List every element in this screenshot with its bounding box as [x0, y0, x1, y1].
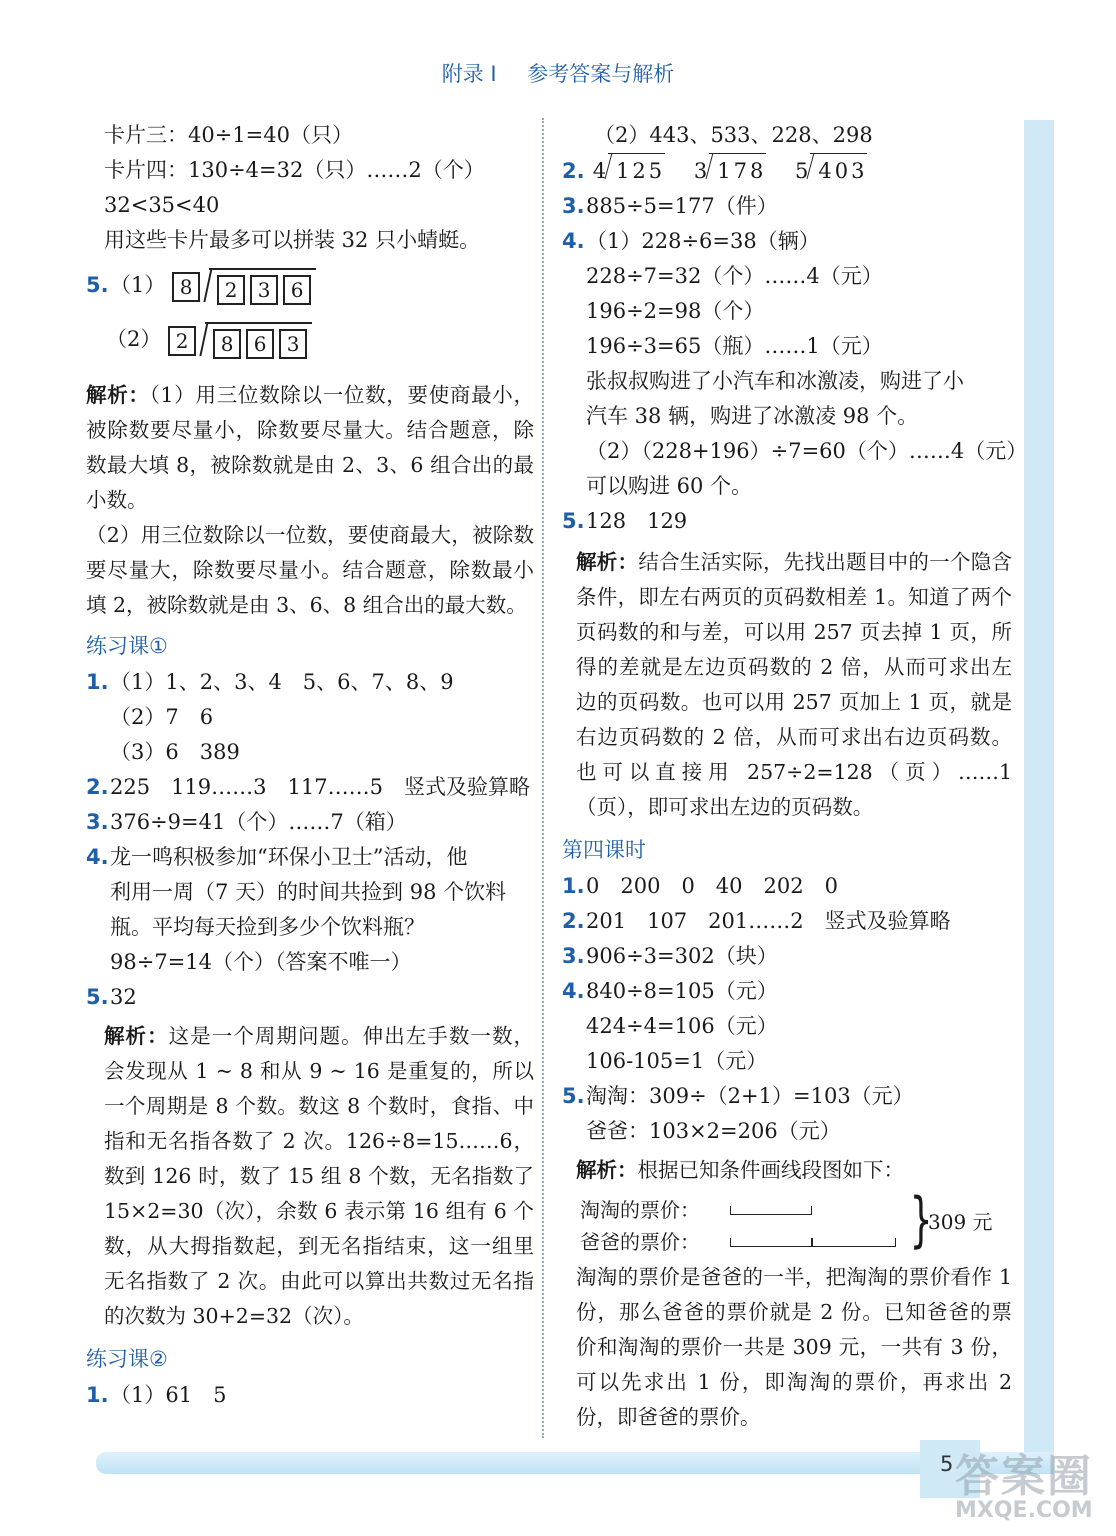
answer-text: 196÷3=65（瓶）……1（元） [586, 334, 883, 358]
answer-text: 32 [110, 985, 137, 1009]
list-item [562, 434, 1028, 469]
list-item [562, 329, 1012, 364]
question-number: 5. [86, 985, 109, 1009]
long-division [694, 153, 766, 189]
list-item [562, 1079, 1012, 1114]
divisor: 5 [795, 159, 809, 183]
analysis-text: （1）用三位数除以一位数，要使商最小，被除数要尽量小，除数要尽量大。结合题意，除数最大填 8，被除数就是由 2、3、6 组合出的最小数。 [86, 383, 535, 512]
q2-long-divisions [562, 153, 1012, 189]
answer-text: 瓶。平均每天捡到多少个饮料瓶？ [110, 915, 425, 939]
segment-diagram [562, 1185, 1012, 1260]
analysis-label: 解析： [86, 383, 150, 407]
answer-text: 张叔叔购进了小汽车和冰激凌，购进了小 [586, 369, 964, 393]
answer-text: 利用一周（7 天）的时间共捡到 98 个饮料 [110, 880, 507, 904]
segment-baba-1 [730, 1238, 812, 1247]
answer-text: 98÷7=14（个）（答案不唯一） [110, 950, 412, 974]
list-item [562, 469, 1012, 504]
practice-list [86, 665, 534, 1015]
question-number: 1. [562, 874, 585, 898]
answer-text: （3）6 389 [110, 740, 240, 764]
answer-text: 840÷8=105（元） [586, 979, 778, 1003]
list-item [86, 910, 534, 945]
analysis-text-block: 淘淘的票价是爸爸的一半，把淘淘的票价看作 1 份，那么爸爸的票价就是 2 份。已知爸爸的票价和淘淘的票价一共是 309 元，一共有 3 份，可以先求出 1 份，即淘淘的票价，再求出 2 份，即爸爸的票价。 [576, 1265, 1012, 1429]
analysis-block: （2）用三位数除以一位数，要使商最大，被除数要尽量大，除数要尽量小。结合题意，除数最小填 2，被除数就是由 3、6、8 组合出的最大数。 [86, 523, 534, 617]
watermark-logo [955, 1440, 1115, 1535]
q5-part1 [86, 262, 534, 308]
answer-text: 龙一鸣积极参加“环保小卫士”活动，他 [110, 845, 468, 869]
list-item [86, 875, 534, 910]
answer-text: 424÷4=106（元） [586, 1014, 778, 1038]
list-item [86, 700, 534, 735]
list-item [86, 1378, 534, 1413]
divisor: 4 [592, 159, 607, 183]
long-division [593, 153, 665, 189]
digit-box: 2 [168, 326, 196, 356]
question-number: 4. [562, 979, 585, 1003]
answer-text: 906÷3=302（块） [586, 944, 778, 968]
analysis-text: 根据已知条件画线段图如下： [637, 1158, 904, 1182]
answer-text: 885÷5=177（件） [586, 194, 778, 218]
answer-line: 32<35<40 [104, 193, 220, 217]
list-item [86, 770, 534, 805]
segment-baba-2 [812, 1238, 896, 1247]
question-number: 1. [86, 1383, 109, 1407]
list-item [562, 259, 1012, 294]
dividend: 403 [810, 153, 867, 189]
answer-text: （1）228÷6=38（辆） [586, 229, 820, 253]
list-item [562, 399, 1012, 434]
right-column [562, 118, 1028, 1435]
section-title: 练习课② [86, 1347, 168, 1371]
list-item [562, 939, 1012, 974]
question-number: 3. [562, 944, 585, 968]
watermark-url: MXQE.COM [955, 1498, 1093, 1523]
answer-text: 196÷2=98（个） [586, 299, 765, 323]
list-item [562, 504, 1012, 539]
list-item [86, 945, 534, 980]
answer-text: 可以购进 60 个。 [586, 474, 753, 498]
page-header [0, 58, 1116, 88]
long-division-box [172, 268, 316, 305]
answer-text: 201 107 201……2 竖式及验算略 [586, 909, 951, 933]
answer-text: 淘淘：309÷（2+1）=103（元） [586, 1084, 914, 1108]
list-item [562, 1009, 1012, 1044]
question-number: 2. [562, 909, 585, 933]
diagram-label: 淘淘的票价： [580, 1198, 700, 1222]
diagram-label: 爸爸的票价： [580, 1230, 700, 1254]
list-item [86, 805, 534, 840]
question-number: 2. [562, 159, 585, 183]
q5-part2 [86, 316, 534, 362]
list-item [562, 1114, 1012, 1149]
answer-line: 卡片四：130÷4=32（只）……2（个） [104, 158, 485, 182]
analysis-block [562, 545, 1012, 825]
watermark-text: 答案圈 [955, 1451, 1093, 1502]
brace-icon: } [909, 1185, 933, 1255]
dividend: 178 [709, 153, 766, 189]
digit-box: 3 [279, 329, 307, 359]
digit-box: 6 [246, 329, 274, 359]
question-number: 2. [86, 775, 109, 799]
analysis-block [86, 1019, 534, 1334]
analysis-block [86, 378, 534, 518]
list-item [562, 364, 1012, 399]
list-item [86, 980, 534, 1015]
list-item [562, 869, 1012, 904]
answer-text: 128 129 [586, 509, 688, 533]
answer-text: 106-105=1（元） [586, 1049, 768, 1073]
analysis-block [562, 1153, 1012, 1188]
question-number: 5. [86, 273, 109, 297]
segment-taotao [730, 1206, 812, 1215]
digit-box: 3 [250, 275, 278, 305]
list-item [562, 1044, 1012, 1079]
digit-box: 8 [172, 272, 200, 302]
analysis-label: 解析： [104, 1024, 169, 1048]
part-label: （2） [106, 327, 162, 351]
answer-text: （2）（228+196）÷7=60（个）……4（元） [586, 439, 1028, 463]
divisor: 3 [693, 159, 708, 183]
list-item [86, 665, 534, 700]
answer-line: 卡片三：40÷1=40（只） [104, 123, 353, 147]
list-item [86, 840, 534, 875]
list-item [562, 974, 1012, 1009]
question-number: 4. [86, 845, 109, 869]
analysis-label: 解析： [576, 1158, 638, 1182]
division-bracket [205, 322, 312, 359]
page-number: 5 [940, 1452, 954, 1476]
answer-text: 汽车 38 辆，购进了冰激凌 98 个。 [586, 404, 919, 428]
part-label: （1） [110, 273, 166, 297]
right-decor-band [1024, 120, 1054, 1460]
answer-text: 0 200 0 40 202 0 [586, 874, 838, 898]
answer-text: （1）61 5 [110, 1383, 227, 1407]
section-title: 练习课① [86, 634, 168, 658]
section-title: 第四课时 [562, 838, 646, 862]
answer-line: （2）443、533、228、298 [594, 123, 873, 147]
digit-box: 8 [213, 329, 241, 359]
answer-list [562, 189, 1028, 539]
question-number: 3. [562, 194, 585, 218]
diagram-total: 309 元 [928, 1210, 993, 1234]
question-number: 4. [562, 229, 585, 253]
answer-text: 376÷9=41（个）……7（箱） [110, 810, 407, 834]
left-column [86, 118, 534, 1413]
analysis-text: 结合生活实际，先找出题目中的一个隐含条件，即左右两页的页码数相差 1。知道了两个页码数的和与差，可以用 257 页去掉 1 页，所得的差就是左边页码数的 2 倍，从而可求出左边的页码数。也可以用 257 页加上 1 页，就是右边页码数的 2 倍，从而可求出右边页码数。也可以直接用 257÷2=128（页）……1（页），即可求出左边的页码数。 [576, 550, 1013, 819]
answer-text: 228÷7=32（个）……4（元） [586, 264, 883, 288]
list-item [86, 735, 534, 770]
long-division [795, 153, 867, 189]
question-number: 1. [86, 670, 109, 694]
header-title: 参考答案与解析 [527, 62, 675, 86]
appendix-label: 附录 I [441, 62, 497, 86]
bottom-decor-band [96, 1452, 1054, 1474]
question-number: 3. [86, 810, 109, 834]
list-item [562, 904, 1012, 939]
practice-list [562, 869, 1012, 1149]
analysis-text: 这是一个周期问题。伸出左手数一数，会发现从 1 ~ 8 和从 9 ~ 16 是重复的，所以一个周期是 8 个数。数这 8 个数时，食指、中指和无名指各数了 2 次。126÷8=15……6，数到 126 时，数了 15 组 8 个数，无名指数了 15×2=30（次），余数 6 表示第 16 组有 6 个数，从大拇指数起，到无名指结束，这一组里无名指数了 2 次。由此可以算出共数过无名指的次数为 30+2=32（次）。 [104, 1024, 535, 1328]
dividend: 125 [608, 153, 665, 189]
answer-text: 爸爸：103×2=206（元） [586, 1119, 841, 1143]
answer-line: 用这些卡片最多可以拼装 32 只小蜻蜓。 [104, 228, 481, 252]
column-divider [542, 118, 544, 1438]
division-bracket [209, 268, 316, 305]
question-number: 5. [562, 1084, 585, 1108]
analysis-label: 解析： [576, 550, 639, 574]
answer-text: 225 119……3 117……5 竖式及验算略 [110, 775, 530, 799]
list-item [562, 224, 1012, 259]
long-division-box [168, 322, 312, 359]
list-item [562, 294, 1012, 329]
list-item [562, 189, 1012, 224]
answer-text: （1）1、2、3、4 5、6、7、8、9 [110, 670, 454, 694]
digit-box: 2 [217, 275, 245, 305]
digit-box: 6 [283, 275, 311, 305]
question-number: 5. [562, 509, 585, 533]
answer-text: （2）7 6 [110, 705, 214, 729]
